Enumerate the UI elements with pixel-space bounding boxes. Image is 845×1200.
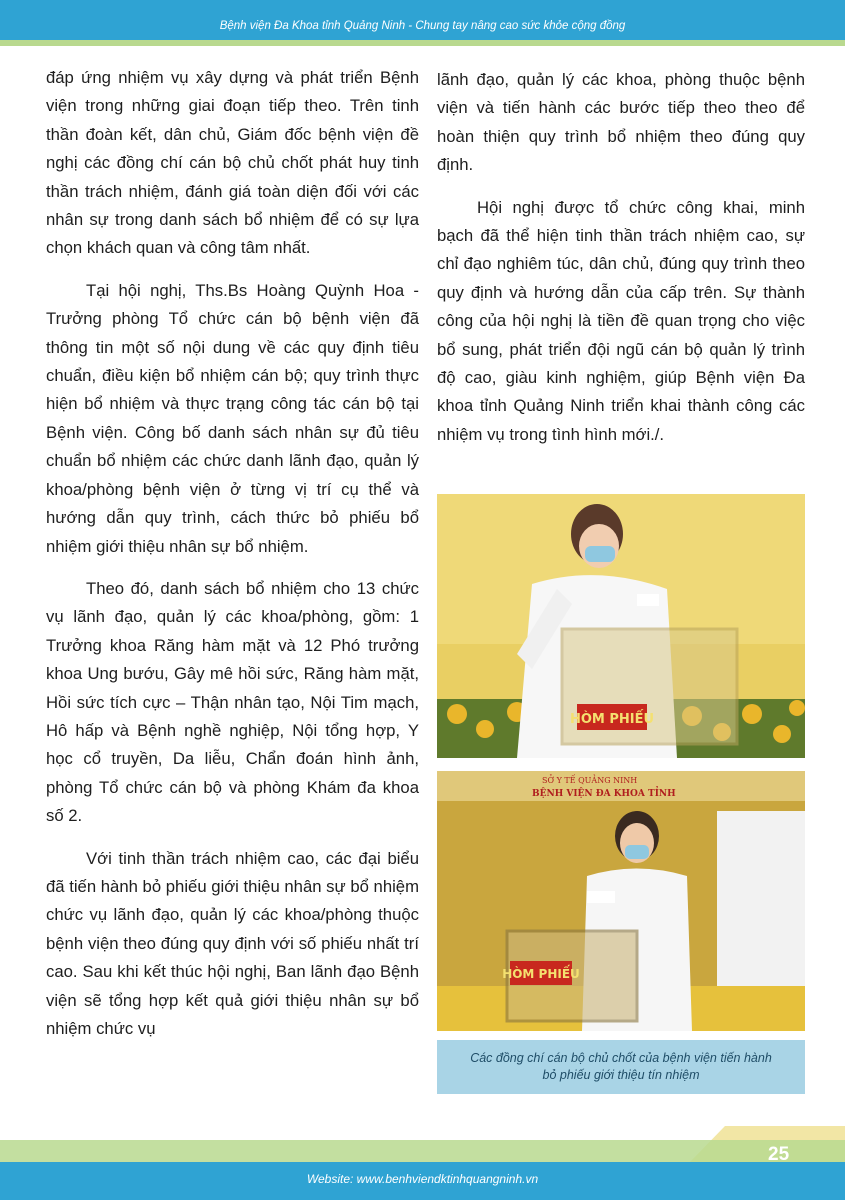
header-title: Bệnh viện Đa Khoa tỉnh Quảng Ninh - Chung tay nâng cao sức khỏe cộng đồng [219,20,626,32]
right-text-column [437,66,805,463]
photo-ballot-casting-2 [437,771,805,1031]
header-divider [0,40,845,46]
photo-caption [437,1040,805,1094]
paragraph: Tại hội nghị, Ths.Bs Hoàng Quỳnh Hoa - Trưởng phòng Tổ chức cán bộ bệnh viện đã thông tin một số nội dung về các quy định tiêu chuẩn, điều kiện bổ nhiệm cán bộ; quy trình thực hiện bổ nhiệm và thực trạng công tác cán bộ tại Bệnh viện. Công bố danh sách nhân sự đủ tiêu chuẩn bổ nhiệm các chức danh lãnh đạo, quản lý khoa/phòng bệnh viện ở từng vị trí cụ thể và hướng dẫn quy trình, cách thức bỏ phiếu bổ nhiệm giới thiệu nhân sự bổ nhiệm. [46,280,419,556]
footer-website: Website: www.benhviendktinhquangninh.vn [306,1172,539,1186]
paragraph: đáp ứng nhiệm vụ xây dựng và phát triển Bệnh viện trong những giai đoạn tiếp theo. Trên tinh thần đoàn kết, dân chủ, Giám đốc bệnh viện đề nghị các đồng chí cán bộ chủ chốt phát huy tinh thần trách nhiệm, đánh giá toàn diện đối với các nhân sự trong danh sách bổ nhiệm để có sự lựa chọn khách quan và công tâm nhất. [46,68,419,258]
caption-line-2: bỏ phiếu giới thiệu tín nhiệm [542,1068,700,1082]
banner-line-2: BỆNH VIỆN ĐA KHOA TỈNH [532,789,676,799]
paragraph: Hội nghị được tổ chức công khai, minh bạch đã thể hiện tinh thần trách nhiệm cao, sự chỉ đạo nghiêm túc, dân chủ, đúng quy trình theo quy định và hướng dẫn của cấp trên. Sự thành công của hội nghị là tiền đề quan trọng cho việc bổ sung, phát triển đội ngũ cán bộ quản lý trình độ cao, giàu kinh nghiệm, giúp Bệnh viện Đa khoa tỉnh Quảng Ninh triển khai thành công các nhiệm vụ trong tình hình mới./. [437,197,805,444]
paragraph: Theo đó, danh sách bổ nhiệm cho 13 chức vụ lãnh đạo, quản lý các khoa/phòng, gồm: 1 Trưởng khoa Răng hàm mặt và 12 Phó trưởng khoa Ung bướu, Gây mê hồi sức, Răng hàm mặt, Hồi sức tích cực – Thận nhân tạo, Nội Tim mạch, Hô hấp và Bệnh nghề nghiệp, Nội tổng hợp, Y học cổ truyền, Da liễu, Chẩn đoán hình ảnh, phòng Tổ chức cán bộ và phòng Khám đa khoa số 2. [46,578,419,826]
photo-illustration [437,771,805,1031]
page-number: 25 [768,1144,790,1165]
left-text-column [46,64,419,1057]
ballot-box-label: HÒM PHIẾU [502,967,580,981]
footer-accent-shape [0,1126,845,1162]
caption-line-1: Các đồng chí cán bộ chủ chốt của bệnh viện tiến hành [470,1051,772,1065]
paragraph: lãnh đạo, quản lý các khoa, phòng thuộc bệnh viện và tiến hành các bước tiếp theo theo để hoàn thiện quy trình bổ nhiệm theo đúng quy định. [437,70,805,175]
banner-line-1: SỞ Y TẾ QUẢNG NINH [542,776,638,785]
page-header [0,0,845,46]
photo-illustration [437,494,805,758]
photo-ballot-casting-1 [437,494,805,758]
paragraph: Với tinh thần trách nhiệm cao, các đại biểu đã tiến hành bỏ phiếu giới thiệu nhân sự bổ nhiệm chức vụ lãnh đạo, quản lý các khoa/phòng thuộc bệnh viện theo đúng quy định với số phiếu nhất trí cao. Sau khi kết thúc hội nghị, Ban lãnh đạo Bệnh viện sẽ tổng hợp kết quả giới thiệu nhân sự bổ nhiệm chức vụ [46,848,419,1038]
ballot-box-label: HÒM PHIẾU [569,712,655,727]
